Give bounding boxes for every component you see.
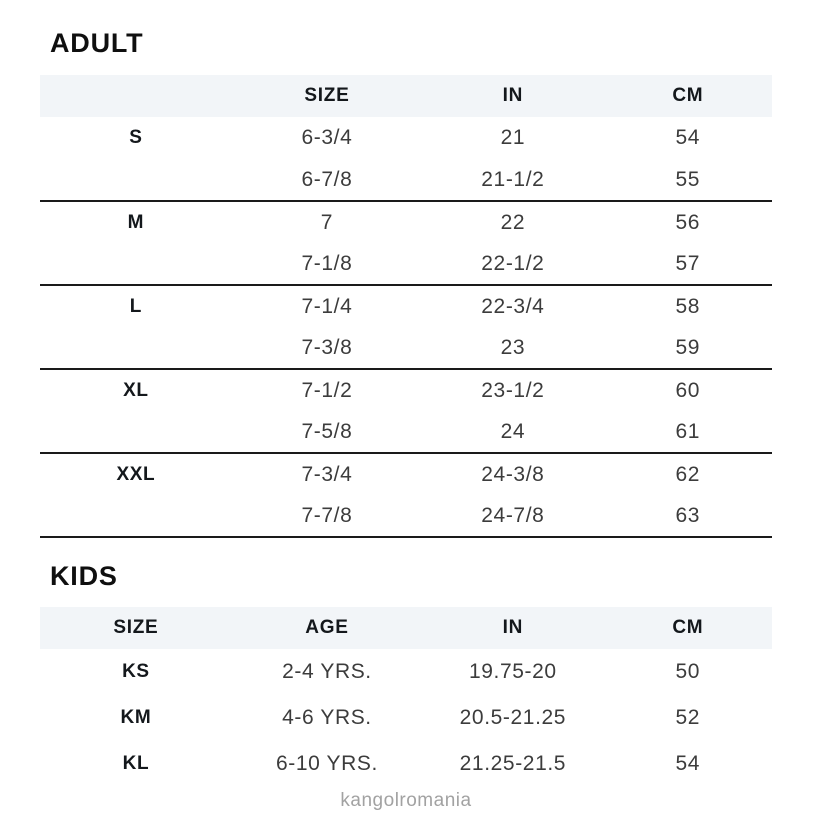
- cm-cell: 52: [675, 706, 701, 729]
- size-group-label: S: [129, 127, 143, 148]
- inches-cell: 21: [500, 126, 526, 149]
- cm-cell: 59: [675, 335, 701, 359]
- kids-size-label: KS: [122, 661, 150, 682]
- cm-cell: 54: [675, 752, 701, 775]
- kids-size-label: KM: [120, 707, 152, 728]
- cm-cell: 62: [604, 453, 772, 495]
- adult-size-table: [40, 75, 772, 538]
- size-group-label: M: [40, 201, 232, 243]
- adult-header-row: [40, 75, 772, 117]
- age-cell: 2-4 YRS.: [282, 660, 372, 683]
- kids-size-label: KL: [122, 753, 150, 774]
- table-row: [40, 285, 772, 327]
- column-header-in: IN: [422, 607, 604, 649]
- table-row: [40, 201, 772, 243]
- inches-cell: 21-1/2: [481, 167, 545, 191]
- column-header-blank: [40, 75, 232, 117]
- column-header-age: AGE: [232, 607, 422, 649]
- hat-size-cell: 7-1/2: [232, 369, 422, 411]
- inches-cell: 20.5-21.25: [459, 706, 567, 729]
- hat-size-cell: 7-7/8: [232, 495, 422, 537]
- inches-cell: 24-7/8: [422, 495, 604, 537]
- cm-cell: 50: [675, 660, 701, 683]
- cm-cell: 60: [604, 369, 772, 411]
- size-group-label: L: [40, 285, 232, 327]
- table-row: [40, 117, 772, 159]
- column-header-cm: CM: [604, 75, 772, 117]
- hat-size-cell: 7-3/4: [232, 453, 422, 495]
- hat-size-cell: 6-7/8: [301, 167, 353, 191]
- column-header-cm: CM: [604, 607, 772, 649]
- hat-size-cell: 7-1/8: [301, 251, 353, 275]
- table-row: [40, 695, 772, 741]
- cm-cell: 57: [675, 251, 701, 275]
- inches-cell: 24-3/8: [422, 453, 604, 495]
- size-group-label: [40, 243, 232, 285]
- inches-cell: 22-1/2: [481, 251, 545, 275]
- column-header-size: SIZE: [232, 75, 422, 117]
- column-header-size: SIZE: [40, 607, 232, 649]
- cm-cell: 54: [675, 126, 701, 149]
- adult-section-title: ADULT: [50, 28, 144, 58]
- hat-size-cell: 7-1/4: [232, 285, 422, 327]
- cm-cell: 58: [604, 285, 772, 327]
- table-row: [40, 327, 772, 369]
- table-row: [40, 369, 772, 411]
- age-cell: 4-6 YRS.: [282, 706, 372, 729]
- hat-size-cell: 6-3/4: [301, 126, 353, 149]
- size-group-label: [40, 411, 232, 453]
- inches-cell: 22-3/4: [422, 285, 604, 327]
- size-group-label: [40, 327, 232, 369]
- table-row: [40, 243, 772, 285]
- kids-header-row: [40, 607, 772, 649]
- table-row: [40, 649, 772, 695]
- footer-watermark: kangolromania: [340, 790, 472, 811]
- inches-cell: 24: [500, 419, 526, 443]
- inches-cell: 22: [422, 201, 604, 243]
- hat-size-cell: 7-3/8: [301, 335, 353, 359]
- table-row: [40, 159, 772, 201]
- cm-cell: 55: [675, 167, 701, 191]
- table-row: [40, 411, 772, 453]
- inches-cell: 23-1/2: [422, 369, 604, 411]
- kids-size-table: [40, 607, 772, 787]
- hat-size-cell: 7-5/8: [301, 419, 353, 443]
- size-group-label: [40, 495, 232, 537]
- size-group-label: [40, 159, 232, 201]
- inches-cell: 23: [500, 335, 526, 359]
- inches-cell: 19.75-20: [469, 660, 557, 683]
- table-row: [40, 495, 772, 537]
- inches-cell: 21.25-21.5: [459, 752, 567, 775]
- column-header-in: IN: [422, 75, 604, 117]
- cm-cell: 63: [604, 495, 772, 537]
- hat-size-cell: 7: [232, 201, 422, 243]
- size-group-label: XL: [40, 369, 232, 411]
- cm-cell: 61: [675, 419, 701, 443]
- size-group-label: XXL: [40, 453, 232, 495]
- cm-cell: 56: [604, 201, 772, 243]
- table-row: [40, 453, 772, 495]
- table-row: [40, 741, 772, 787]
- kids-section-title: KIDS: [50, 561, 118, 591]
- age-cell: 6-10 YRS.: [275, 752, 378, 775]
